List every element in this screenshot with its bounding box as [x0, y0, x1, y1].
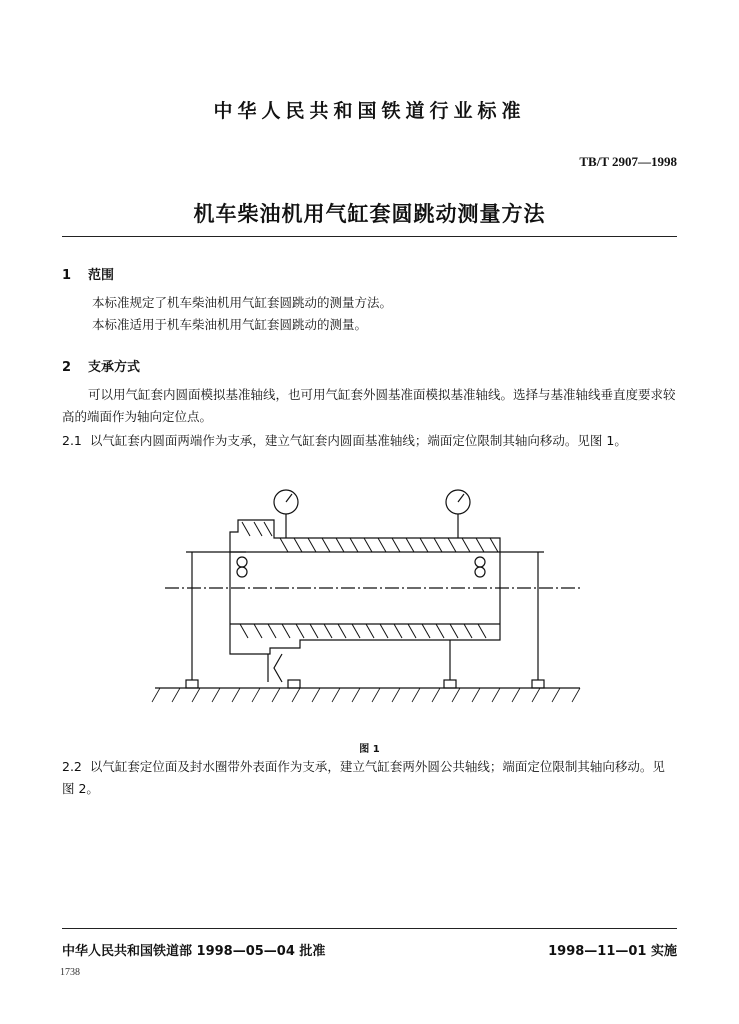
clause-2-1-number: 2.1	[62, 433, 82, 448]
foot	[532, 680, 544, 688]
foot	[444, 680, 456, 688]
clause-2-2	[62, 756, 677, 800]
document-title: 机车柴油机用气缸套圆跳动测量方法	[193, 202, 546, 226]
clause-2-2-text: 以气缸套定位面及封水圈带外表面作为支承，建立气缸套两外圆公共轴线；端面定位限制其轴向移动。见图 2。	[62, 759, 665, 796]
section-1-title: 范围	[88, 268, 115, 283]
clause-2-1-text: 以气缸套内圆面两端作为支承，建立气缸套内圆面基准轴线；端面定位限制其轴向移动。见图 1。	[89, 433, 627, 448]
approval-note: 中华人民共和国铁道部 1998—05—04 批准	[62, 944, 326, 959]
section-1-heading	[62, 264, 114, 283]
section-2-intro: 可以用气缸套内圆面模拟基准轴线，也可用气缸套外圆基准面模拟基准轴线。选择与基准轴线垂直度要求较高的端面作为轴向定位点。	[62, 387, 676, 424]
issuing-authority: 中华人民共和国铁道行业标准	[213, 100, 526, 122]
section-1-body	[92, 292, 677, 336]
section-2-title: 支承方式	[88, 360, 141, 375]
clause-2-1	[62, 430, 677, 452]
figure-1-caption: 图 1	[359, 744, 380, 755]
standard-code: TB/T 2907—1998	[579, 154, 677, 169]
section-1-line: 本标准适用于机车柴油机用气缸套圆跳动的测量。	[92, 317, 368, 332]
clause-2-2-number: 2.2	[62, 759, 82, 774]
section-1-line: 本标准规定了机车柴油机用气缸套圆跳动的测量方法。	[92, 295, 393, 310]
figure-1-diagram	[150, 480, 590, 720]
footer-rule	[62, 928, 677, 929]
axial-locator	[268, 654, 282, 682]
left-support-lower	[237, 567, 247, 577]
effective-date: 1998—11—01 实施	[548, 944, 677, 959]
section-2-heading	[62, 356, 140, 375]
right-support-lower	[475, 567, 485, 577]
page-number: 1738	[60, 967, 80, 978]
section-1-number: 1	[62, 268, 72, 283]
section-2-number: 2	[62, 360, 72, 375]
foot	[186, 680, 198, 688]
foot	[288, 680, 300, 688]
right-support-upper	[475, 557, 485, 567]
left-support-upper	[237, 557, 247, 567]
title-rule	[62, 236, 677, 237]
